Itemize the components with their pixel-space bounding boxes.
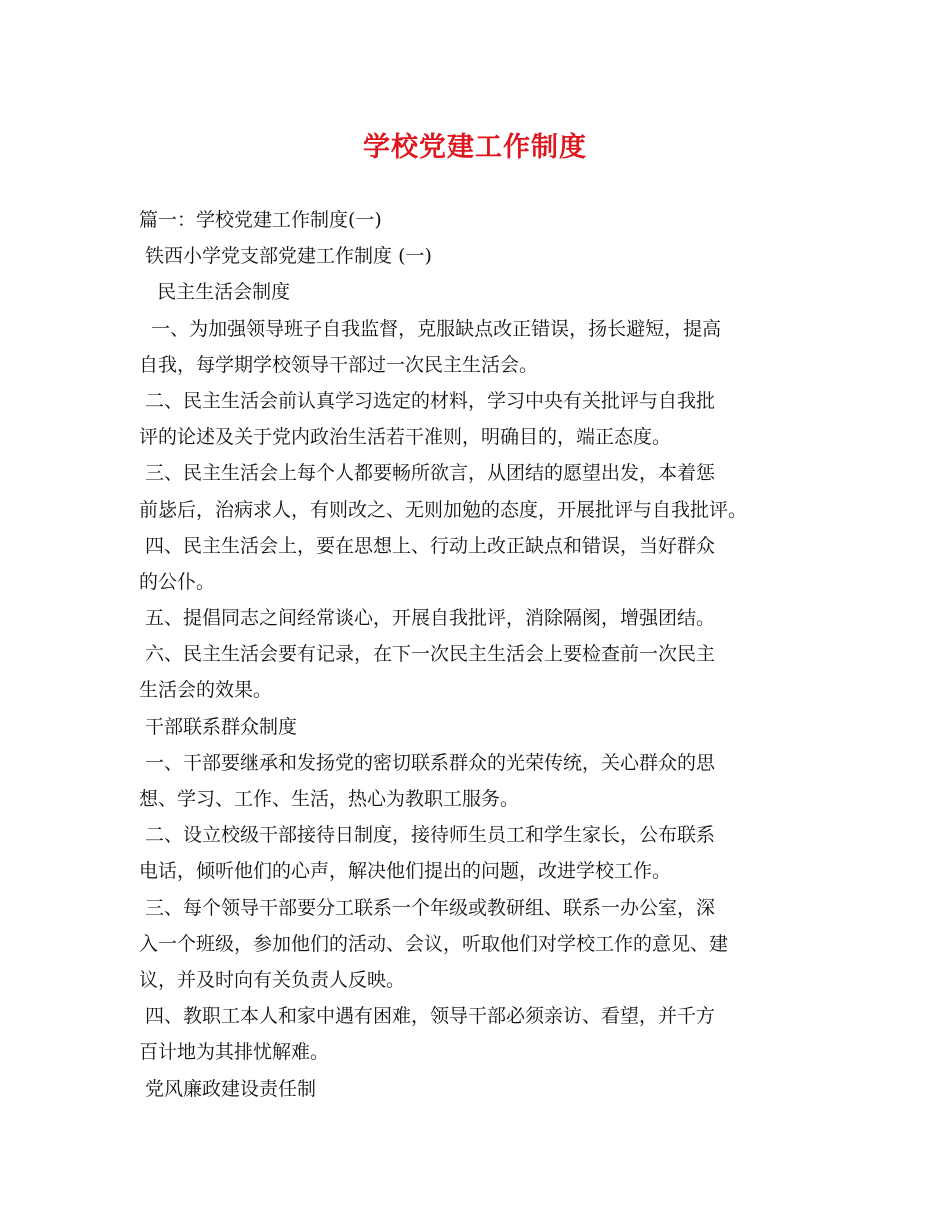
text-line: 六、民主生活会要有记录，在下一次民主生活会上要检查前一次民主	[139, 643, 716, 666]
text-line: 百计地为其排忧解难。	[139, 1041, 330, 1064]
text-line: 议，并及时向有关负责人反映。	[139, 968, 406, 991]
text-line: 四、民主生活会上，要在思想上、行动上改正缺点和错误，当好群众	[139, 534, 716, 557]
text-line: 二、民主生活会前认真学习选定的材料，学习中央有关批评与自我批	[139, 389, 716, 412]
text-line: 想、学习、工作、生活，热心为教职工服务。	[139, 788, 520, 810]
document-body	[139, 202, 819, 1107]
text-line: 一、为加强领导班子自我监督，克服缺点改正错误，扬长避短，提高	[139, 317, 722, 340]
text-line: 四、教职工本人和家中遇有困难，领导干部必须亲访、看望，并千方	[139, 1005, 716, 1028]
text-line: 的公仆。	[139, 570, 216, 593]
text-line: 民主生活会制度	[139, 281, 291, 304]
text-line: 一、干部要继承和发扬党的密切联系群众的光荣传统，关心群众的思	[139, 751, 716, 774]
text-line: 干部联系群众制度	[139, 715, 298, 738]
text-line: 评的论述及关于党内政治生活若干准则，明确目的，端正态度。	[139, 426, 672, 449]
text-line: 生活会的效果。	[139, 679, 273, 702]
text-line: 五、提倡同志之间经常谈心，开展自我批评，消除隔阂，增强团结。	[139, 607, 716, 630]
text-line: 二、设立校级干部接待日制度，接待师生员工和学生家长，公布联系	[139, 824, 716, 847]
text-line: 三、民主生活会上每个人都要畅所欲言，从团结的愿望出发，本着惩	[139, 462, 716, 485]
document-title: 学校党建工作制度	[363, 132, 587, 163]
text-line: 自我，每学期学校领导干部过一次民主生活会。	[139, 353, 539, 376]
text-line: 电话，倾听他们的心声，解决他们提出的问题，改进学校工作。	[139, 860, 672, 883]
text-line: 前毖后，治病求人，有则改之、无则加勉的态度，开展批评与自我批评。	[139, 498, 748, 521]
text-line: 三、每个领导干部要分工联系一个年级或教研组、联系一办公室，深	[139, 896, 716, 919]
text-line: 铁西小学党支部党建工作制度 (一)	[139, 245, 432, 268]
text-line: 篇一：学校党建工作制度(一)	[139, 209, 382, 231]
text-line: 党风廉政建设责任制	[139, 1077, 317, 1100]
text-line: 入一个班级，参加他们的活动、会议，听取他们对学校工作的意见、建	[139, 932, 729, 955]
